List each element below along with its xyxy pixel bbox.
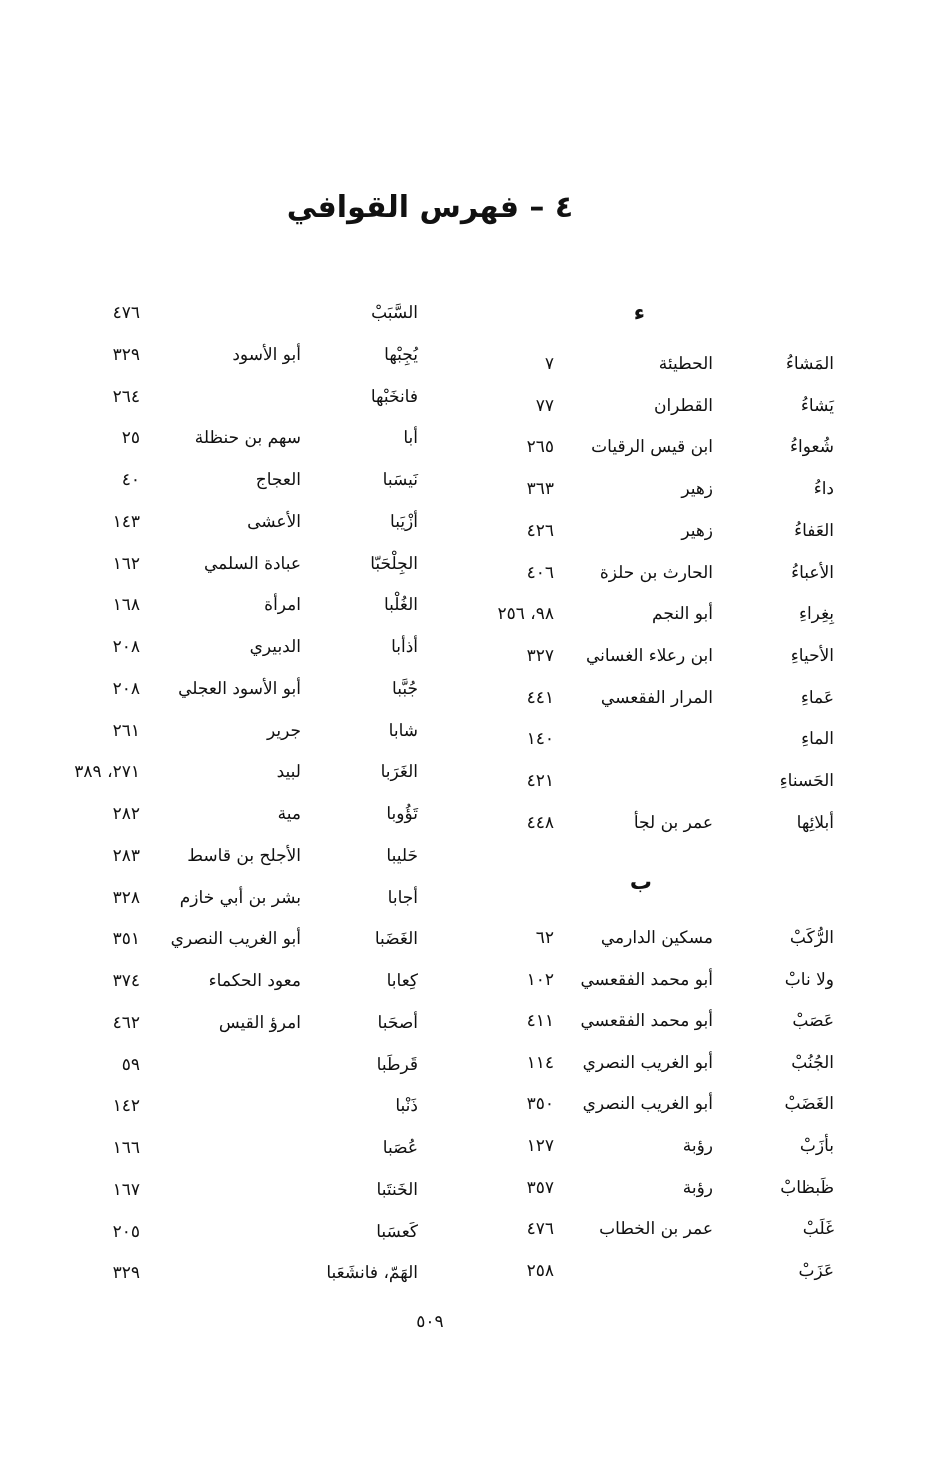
section-letter: ء	[633, 301, 645, 326]
poet-name: الأجلح بن قاسط	[187, 845, 301, 866]
index-entry	[0, 292, 938, 334]
rhyme-word: شُعواءُ	[790, 437, 834, 458]
rhyme-word: الغَضَبا	[374, 929, 418, 950]
index-entry	[0, 751, 938, 793]
index-entry	[0, 334, 938, 376]
rhyme-word: الغَضَبْ	[784, 1094, 834, 1115]
rhyme-word: عُصَبا	[382, 1138, 418, 1158]
page-ref: ٢٨٢	[112, 804, 140, 824]
rhyme-word: الأحياءِ	[790, 645, 834, 666]
page-ref: ٣٧٤	[112, 971, 140, 991]
page-ref: ٢٥٨	[526, 1260, 554, 1281]
poet-name: ابن قيس الرقيات	[591, 437, 713, 458]
rhyme-word: الهَمّ، فانشَعَبا	[326, 1263, 418, 1284]
page-ref: ٤٧٦	[526, 1219, 554, 1240]
page-ref: ٤٤١	[526, 687, 554, 708]
rhyme-word: نَيسَبا	[382, 470, 418, 490]
page-ref: ٤٦٢	[112, 1012, 140, 1033]
rhyme-word: ذَنْبا	[395, 1096, 418, 1117]
rhyme-word: جُبَّبا	[392, 678, 418, 699]
page-ref: ٢٠٨	[112, 637, 140, 657]
poet-name: أبو الأسود العجلي	[178, 678, 301, 699]
rhyme-word: المَشاءُ	[785, 354, 834, 374]
rhyme-word: الجِلْحَبّا	[370, 553, 418, 574]
index-entry	[0, 877, 938, 919]
index-entry	[0, 1044, 938, 1086]
poet-name: بشر بن أبي خازم	[179, 887, 301, 908]
poet-name: أبو الغريب النصري	[582, 1094, 713, 1115]
page-ref: ١٤٢	[112, 1096, 140, 1117]
poet-name: زهير	[681, 479, 713, 500]
page-ref: ٤٢١	[526, 771, 554, 791]
rhyme-word: الرُّكَبْ	[789, 928, 834, 948]
page-ref: ٤٠	[121, 470, 140, 490]
poet-name: لبيد	[276, 762, 301, 783]
page-ref: ٤٤٨	[526, 812, 554, 833]
rhyme-word: أزْيَبا	[390, 511, 418, 532]
page-number: ٥٠٩	[416, 1312, 444, 1332]
poet-name: رؤبة	[682, 1136, 713, 1156]
page-ref: ٦٢	[535, 928, 554, 948]
poet-name: رؤبة	[682, 1177, 713, 1198]
rhyme-word: عَصَبْ	[792, 1011, 834, 1032]
poet-name: الحطيئة	[658, 354, 713, 374]
page-title: ٤ – فهرس القوافي	[286, 190, 574, 225]
page-ref: ١٢٧	[526, 1136, 554, 1156]
page-ref: ٣٢٧	[526, 645, 554, 666]
rhyme-word: غَلَبْ	[802, 1219, 834, 1240]
page-ref: ٢٠٨	[112, 678, 140, 699]
rhyme-word: الحَسناءِ	[779, 771, 834, 791]
page-ref: ٧	[544, 354, 554, 374]
rhyme-word: داءُ	[813, 479, 834, 500]
poet-name: سهم بن حنظلة	[194, 428, 301, 449]
rhyme-word: يُجِبْها	[384, 344, 418, 365]
rhyme-word: كِعابا	[386, 971, 418, 991]
index-entry	[0, 417, 938, 459]
page-ref: ٩٨، ٢٥٦	[497, 604, 554, 625]
rhyme-word: الأعباءُ	[791, 562, 834, 583]
page-ref: ١٤٣	[112, 511, 140, 532]
page-ref: ١٦٢	[112, 553, 140, 574]
rhyme-word: أبلائِها	[796, 812, 834, 833]
rhyme-word: بأزَبْ	[799, 1136, 834, 1156]
rhyme-word: بِغِراءِ	[798, 604, 834, 625]
rhyme-word: شابا	[388, 720, 418, 741]
index-entry	[0, 626, 938, 668]
section-letter: ب	[629, 870, 652, 895]
page-ref: ٣٦٣	[526, 479, 554, 500]
poet-name: مسكين الدارمي	[600, 928, 713, 948]
poet-name: امرؤ القيس	[218, 1012, 301, 1033]
page-ref: ٢٦١	[112, 720, 140, 741]
poet-name: امرأة	[264, 595, 301, 616]
index-entry	[0, 1252, 938, 1294]
page-ref: ١٦٨	[112, 595, 140, 616]
poet-name: عمر بن الخطاب	[599, 1219, 713, 1240]
page-ref: ٣٢٩	[112, 1263, 140, 1284]
rhyme-word: تَؤُوبا	[386, 804, 418, 824]
index-entry	[0, 501, 938, 543]
page-ref: ٤٠٦	[526, 562, 554, 583]
poet-name: زهير	[681, 520, 713, 541]
page-ref: ٢٦٤	[112, 386, 140, 407]
index-entry	[0, 793, 938, 835]
poet-name: جرير	[267, 720, 301, 741]
poet-name: أبو الأسود	[232, 344, 301, 365]
page-ref: ٤٧٦	[112, 303, 140, 323]
rhyme-word: ظَبظابْ	[780, 1177, 834, 1198]
rhyme-word: قَرطَبا	[376, 1054, 418, 1075]
rhyme-word: أجابا	[387, 887, 418, 908]
rhyme-word: العَفاءُ	[794, 520, 834, 541]
index-entry	[0, 918, 938, 960]
page-ref: ١٤٠	[526, 729, 554, 750]
poet-name: الدبيري	[249, 637, 301, 657]
poet-name: أبو الغريب النصري	[170, 929, 301, 950]
rhyme-word: أذأبا	[391, 637, 418, 657]
page-ref: ٤١١	[526, 1011, 554, 1032]
index-entry	[0, 1211, 938, 1253]
index-entry	[0, 668, 938, 710]
poet-name: أبو محمد الفقعسي	[580, 1011, 713, 1032]
page-ref: ٢٠٥	[112, 1221, 140, 1242]
page-ref: ٣٥١	[112, 929, 140, 950]
page-ref: ٧٧	[535, 395, 554, 416]
poet-name: معود الحكماء	[208, 971, 301, 991]
rhyme-word: الخَنتَبا	[376, 1179, 418, 1200]
poet-name: المرار الفقعسي	[600, 687, 713, 708]
rhyme-word: الجُنُبْ	[791, 1052, 834, 1073]
poet-name: ابن رعلاء الغساني	[585, 645, 713, 666]
poet-name: مية	[277, 804, 301, 824]
page-ref: ٤٢٦	[526, 520, 554, 541]
rhyme-word: كَعسَبا	[376, 1221, 418, 1242]
rhyme-word: أبا	[403, 428, 418, 449]
rhyme-word: الغَرَبا	[380, 762, 418, 783]
poet-name: أبو النجم	[652, 604, 713, 625]
page-ref: ١٦٦	[112, 1138, 140, 1158]
index-entry	[0, 1085, 938, 1127]
rhyme-word: يَشاءُ	[800, 395, 834, 416]
index-entry	[0, 543, 938, 585]
rhyme-word: ولا نابْ	[784, 969, 834, 990]
index-entry	[0, 376, 938, 418]
page-ref: ٣٢٨	[112, 887, 140, 908]
index-entry	[0, 960, 938, 1002]
index-entry	[0, 1169, 938, 1211]
page-ref: ٥٩	[121, 1054, 140, 1075]
poet-name: أبو الغريب النصري	[582, 1052, 713, 1073]
index-entry	[0, 1127, 938, 1169]
page-ref: ٣٢٩	[112, 344, 140, 365]
index-entry	[0, 584, 938, 626]
poet-name: العجاج	[255, 470, 301, 490]
page-ref: ٣٥٠	[526, 1094, 554, 1115]
poet-name: عمر بن لجأ	[633, 812, 713, 833]
rhyme-word: عَزَبْ	[798, 1260, 834, 1281]
page-ref: ٢٧١، ٣٨٩	[74, 762, 140, 783]
rhyme-word: الماءِ	[801, 729, 834, 750]
index-entry	[0, 835, 938, 877]
rhyme-word: السَّبَبْ	[371, 303, 418, 323]
index-entry	[0, 710, 938, 752]
poet-name: عبادة السلمي	[203, 553, 301, 574]
poet-name: الحارث بن حلزة	[599, 562, 713, 583]
rhyme-word: الغُلْبا	[383, 595, 418, 616]
page-ref: ١١٤	[526, 1052, 554, 1073]
page-ref: ٢٥	[121, 428, 140, 449]
rhyme-word: فانخَبْها	[370, 386, 418, 407]
index-entry	[0, 1002, 938, 1044]
poet-name: أبو محمد الفقعسي	[580, 969, 713, 990]
rhyme-word: حَليبا	[386, 845, 418, 866]
page-ref: ١٦٧	[112, 1179, 140, 1200]
page-ref: ٣٥٧	[526, 1177, 554, 1198]
poet-name: الأعشى	[247, 511, 301, 532]
page-ref: ٢٨٣	[112, 845, 140, 866]
rhyme-word: أصحَبا	[377, 1012, 418, 1033]
rhyme-word: عَماءِ	[800, 687, 834, 708]
poet-name: القطران	[653, 395, 713, 416]
page-ref: ١٠٢	[526, 969, 554, 990]
page-ref: ٢٦٥	[526, 437, 554, 458]
index-entry	[0, 459, 938, 501]
